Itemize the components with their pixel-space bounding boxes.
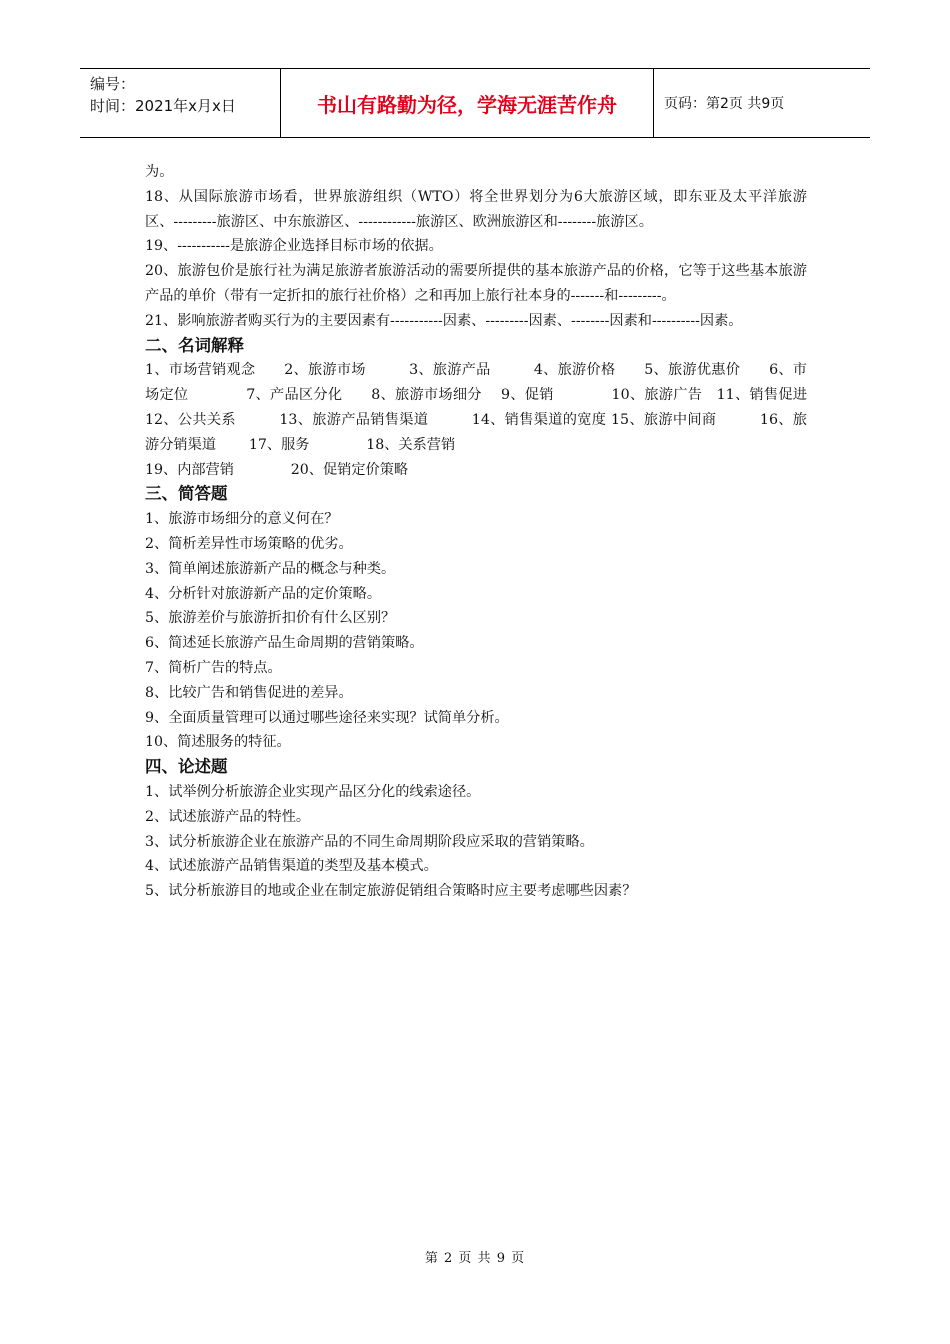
header-motto-cell	[281, 69, 654, 137]
short-answer-item: 8、比较广告和销售促进的差异。	[145, 684, 353, 701]
essay-item: 2、试述旅游产品的特性。	[145, 808, 311, 825]
essay-item: 5、试分析旅游目的地或企业在制定旅游促销组合策略时应主要考虑哪些因素？	[145, 883, 637, 900]
header-meta-cell	[80, 69, 281, 137]
section-title-essay: 四、论述题	[145, 757, 228, 777]
short-answer-item: 5、旅游差价与旅游折扣价有什么区别？	[145, 610, 396, 627]
number-label: 编号：	[90, 75, 136, 93]
page-footer	[0, 1247, 950, 1266]
short-answer-item: 6、简述延长旅游产品生命周期的营销策略。	[145, 635, 424, 652]
fill-in-question-18: 18、从国际旅游市场看，世界旅游组织（WTO）将全世界划分为6大旅游区域，即东亚及太平洋旅游区、---------旅游区、中东旅游区、------------旅游区、欧洲旅游区和--------旅游区。	[145, 188, 807, 230]
short-answer-item: 4、分析针对旅游新产品的定价策略。	[145, 585, 382, 602]
terms-list-last: 19、内部营销 20、促销定价策略	[145, 461, 409, 478]
essay-item: 1、试举例分析旅游企业实现产品区分化的线索途径。	[145, 783, 481, 800]
fill-in-continuation: 为。	[145, 164, 174, 180]
essay-item: 4、试述旅游产品销售渠道的类型及基本模式。	[145, 858, 438, 875]
short-answer-item: 7、简析广告的特点。	[145, 659, 282, 676]
short-answer-item: 10、简述服务的特征。	[145, 734, 291, 751]
header-page-cell	[654, 69, 870, 137]
page-code: 页码：第2页 共9页	[664, 96, 785, 112]
section-title-terms: 二、名词解释	[145, 335, 244, 355]
terms-list: 1、市场营销观念 2、旅游市场 3、旅游产品 4、旅游价格 5、旅游优惠价 6、市场定位 7、产品区分化 8、旅游市场细分 9、促销 10、旅游广告 11、销售促进 12、公共关系 13、旅游产品销售渠道 14、销售渠道的宽度 15、旅游中间商 16、旅游分销渠道 17、服务 18、关系营销	[145, 362, 850, 453]
motto: 书山有路勤为径，学海无涯苦作舟	[317, 92, 617, 117]
time-label: 时间：2021年x月x日	[90, 97, 236, 115]
essay-item: 3、试分析旅游企业在旅游产品的不同生命周期阶段应采取的营销策略。	[145, 833, 594, 850]
fill-in-question-20: 20、旅游包价是旅行社为满足旅游者旅游活动的需要所提供的基本旅游产品的价格，它等于这些基本旅游产品的单价（带有一定折扣的旅行社价格）之和再加上旅行社本身的-------和---------。	[145, 263, 807, 304]
short-answer-item: 9、全面质量管理可以通过哪些途径来实现？试简单分析。	[145, 709, 509, 726]
short-answer-item: 1、旅游市场细分的意义何在？	[145, 511, 339, 528]
fill-in-question-19: 19、-----------是旅游企业选择目标市场的依据。	[145, 238, 443, 255]
short-answer-item: 3、简单阐述旅游新产品的概念与种类。	[145, 560, 396, 577]
section-title-short-answer: 三、简答题	[145, 484, 228, 504]
short-answer-item: 2、简析差异性市场策略的优劣。	[145, 535, 353, 552]
footer-page-number: 第 2 页 共 9 页	[424, 1251, 526, 1266]
page-header	[80, 68, 870, 138]
document-body	[145, 160, 850, 904]
fill-in-question-21: 21、影响旅游者购买行为的主要因素有-----------因素、---------因素、--------因素和----------因素。	[145, 312, 743, 329]
